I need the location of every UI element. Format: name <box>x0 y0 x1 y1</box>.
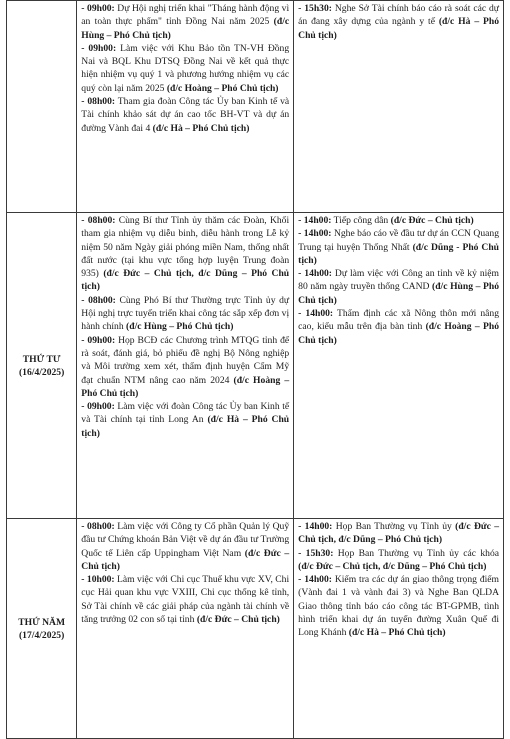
schedule-entry <box>81 95 289 135</box>
entry-text: Thẩm định các xã Nông thôn mới nâng cao, kiểu mẫu trên địa bàn tỉnh <box>298 308 499 333</box>
day-date: (16/4/2025) <box>18 367 65 378</box>
day-name: THỨ NĂM <box>18 616 66 628</box>
entry-time: - 15h30: <box>298 547 334 559</box>
entry-time: - 14h00: <box>298 308 334 320</box>
entry-time: - 10h00: <box>81 574 115 586</box>
entry-attendee: (đ/c Hùng – Phó Chủ tịch) <box>126 321 234 333</box>
schedule-entry <box>81 214 289 294</box>
entry-text: Họp Ban Thường vụ Tỉnh ủy các khóa <box>333 547 500 559</box>
morning-cell <box>77 213 294 519</box>
entry-attendee: (đ/c Đức – Chủ tịch) <box>81 547 290 572</box>
entry-text: Tiếp công dân <box>331 215 391 226</box>
entry-attendee: (đ/c Đức – Chủ tịch) <box>196 614 280 626</box>
entry-time: - 09h00: <box>81 42 117 54</box>
entry-text: Làm việc với Khu Bảo tồn TN-VH Đồng Nai và BQL Khu DTSQ Đồng Nai về kết quả thực hiện nhiệm vụ quý 1 và phương hướng nhiệm vụ các quý còn lại năm 2025 <box>81 42 290 94</box>
schedule-entry <box>298 2 499 42</box>
entry-text: Làm việc với Chi cục Thuế khu vực XV, Chi cục Hải quan khu vực VXIII, Chi cục thống kê tỉnh, Sở Tài chính về các giải pháp của ngành tài chính về tăng trưởng 02 con số tại tỉnh <box>81 574 290 626</box>
entry-attendee: (đ/c Đức – Chủ tịch, đ/c Dũng – Phó Chủ tịch) <box>298 521 500 546</box>
schedule-entry <box>298 520 499 547</box>
entry-attendee: (đ/c Hùng – Phó Chủ tịch) <box>81 16 290 41</box>
schedule-sheet <box>6 0 504 737</box>
entry-attendee: (đ/c Hà – Phó Chủ tịch) <box>298 16 499 41</box>
afternoon-cell <box>294 1 504 213</box>
entry-attendee: (đ/c Hoàng – Phó Chủ tịch) <box>298 321 499 346</box>
entry-attendee: (đ/c Hoàng – Phó Chủ tịch) <box>81 374 290 399</box>
entry-text: Cùng Bí thư Tỉnh ủy thăm các Đoàn, Khối tham gia nhiệm vụ diễu binh, diễu hành trong Lễ kỷ niệm 50 năm Ngày giải phóng miền Nam, thống nhất đất nước (tại khu vực tổng hợp luyện Trung đoàn 935) <box>81 215 290 280</box>
entry-text: Làm việc với đoàn Công tác Ủy ban Kinh tế và Tài chính tại tỉnh Long An <box>81 401 290 426</box>
entry-text: Cùng Phó Bí thư Thường trực Tỉnh ủy dự Hội nghị trực tuyến triển khai công tác sắp xếp đơn vị hành chính <box>81 294 290 333</box>
morning-cell <box>77 519 294 739</box>
schedule-body <box>7 1 504 739</box>
entry-time: - 14h00: <box>298 521 333 532</box>
schedule-entry <box>81 520 289 573</box>
entry-time: - 14h00: <box>298 215 332 226</box>
entry-text: Nghe Sở Tài chính báo cáo rà soát các dự án đang xây dựng của ngành y tế <box>298 3 499 28</box>
day-cell <box>7 213 77 519</box>
schedule-entry <box>81 334 289 400</box>
schedule-row <box>7 213 504 519</box>
entry-time: - 08h00: <box>81 521 115 532</box>
entry-text: Họp Ban Thường vụ Tỉnh ủy <box>332 521 456 532</box>
entry-time: - 08h00: <box>81 96 116 108</box>
schedule-entry <box>81 42 289 95</box>
entry-time: - 09h00: <box>81 401 115 413</box>
entry-time: - 14h00: <box>298 268 332 280</box>
entry-time: - 15h30: <box>298 3 332 14</box>
day-cell <box>7 519 77 739</box>
afternoon-cell <box>294 213 504 519</box>
schedule-entry <box>298 573 499 639</box>
entry-attendee: (đ/c Hà – Phó Chủ tịch) <box>348 627 446 639</box>
schedule-row <box>7 1 504 213</box>
entry-time: - 08h00: <box>81 294 116 306</box>
entry-attendee: (đ/c Đức – Chủ tịch, đ/c Dũng – Phó Chủ tịch) <box>81 268 290 293</box>
morning-cell <box>77 1 294 213</box>
schedule-entry <box>81 2 289 42</box>
entry-text: Dự Hội nghị triển khai "Tháng hành động vì an toàn thực phẩm" tỉnh Đồng Nai năm 2025 <box>81 3 290 28</box>
schedule-entry <box>298 547 499 574</box>
entry-text: Nghe báo cáo về đầu tư dự án CCN Quang Trung tại huyện Thống Nhất <box>298 228 499 253</box>
entry-attendee: (đ/c Hà – Phó Chủ tịch) <box>152 122 250 134</box>
entry-time: - 14h00: <box>298 574 332 586</box>
entry-attendee: (đ/c Hoàng – Phó Chủ tịch) <box>166 82 279 94</box>
schedule-entry <box>298 214 499 227</box>
entry-text: Họp BCĐ các Chương trình MTQG tỉnh để rà soát, đánh giá, bỏ phiếu đề nghị Bộ Nông nghiệp và Môi trường xem xét, thẩm định huyện Cẩm Mỹ đạt chuẩn NTM nâng cao năm 2024 <box>81 334 290 386</box>
entry-time: - 09h00: <box>81 334 116 346</box>
entry-time: - 09h00: <box>81 3 115 14</box>
afternoon-cell <box>294 519 504 739</box>
schedule-entry <box>298 307 499 347</box>
day-cell <box>7 1 77 213</box>
entry-text: Làm việc với Công ty Cổ phần Quản lý Quỹ đầu tư Chứng khoán Bản Việt về dự án đầu tư Trường Quốc tế Liên cấp Uppingham Việt Nam <box>81 521 290 559</box>
schedule-entry <box>298 227 499 267</box>
day-name: THỨ TƯ <box>22 353 61 365</box>
schedule-entry <box>298 267 499 307</box>
entry-attendee: (đ/c Hà – Phó Chủ tịch) <box>81 414 290 439</box>
entry-attendee: (đ/c Đức – Chủ tịch, đ/c Dũng – Phó Chủ tịch) <box>298 560 487 572</box>
entry-text: Kiểm tra các dự án giao thông trọng điểm (Vành đai 1 và vành đai 3) và Nghe Ban QLDA Giao thông tỉnh báo cáo công tác BT-GPMB, tình hình triển khai dự án tuyến đường Xuân Quế đi Long Khánh <box>298 574 500 639</box>
schedule-table <box>6 0 504 739</box>
schedule-row <box>7 519 504 739</box>
entry-text: Dự làm việc với Công an tỉnh về kỷ niệm 80 năm ngày truyền thống CAND <box>298 268 499 293</box>
entry-attendee: (đ/c Hùng – Phó Chủ tịch) <box>298 281 499 306</box>
entry-text: Tham gia đoàn Công tác Ủy ban Kinh tế và Tài chính khảo sát dự án cao tốc BH-VT và dự án đường Vành đai 4 <box>81 96 290 134</box>
entry-attendee: (đ/c Đức – Chủ tịch) <box>390 215 474 226</box>
entry-attendee: (đ/c Dũng - Phó Chủ tịch) <box>298 241 499 266</box>
entry-time: - 14h00: <box>298 228 332 240</box>
day-date: (17/4/2025) <box>18 630 65 641</box>
schedule-entry <box>81 294 289 334</box>
schedule-entry <box>81 400 289 440</box>
schedule-entry <box>81 573 289 626</box>
entry-time: - 08h00: <box>81 215 116 226</box>
